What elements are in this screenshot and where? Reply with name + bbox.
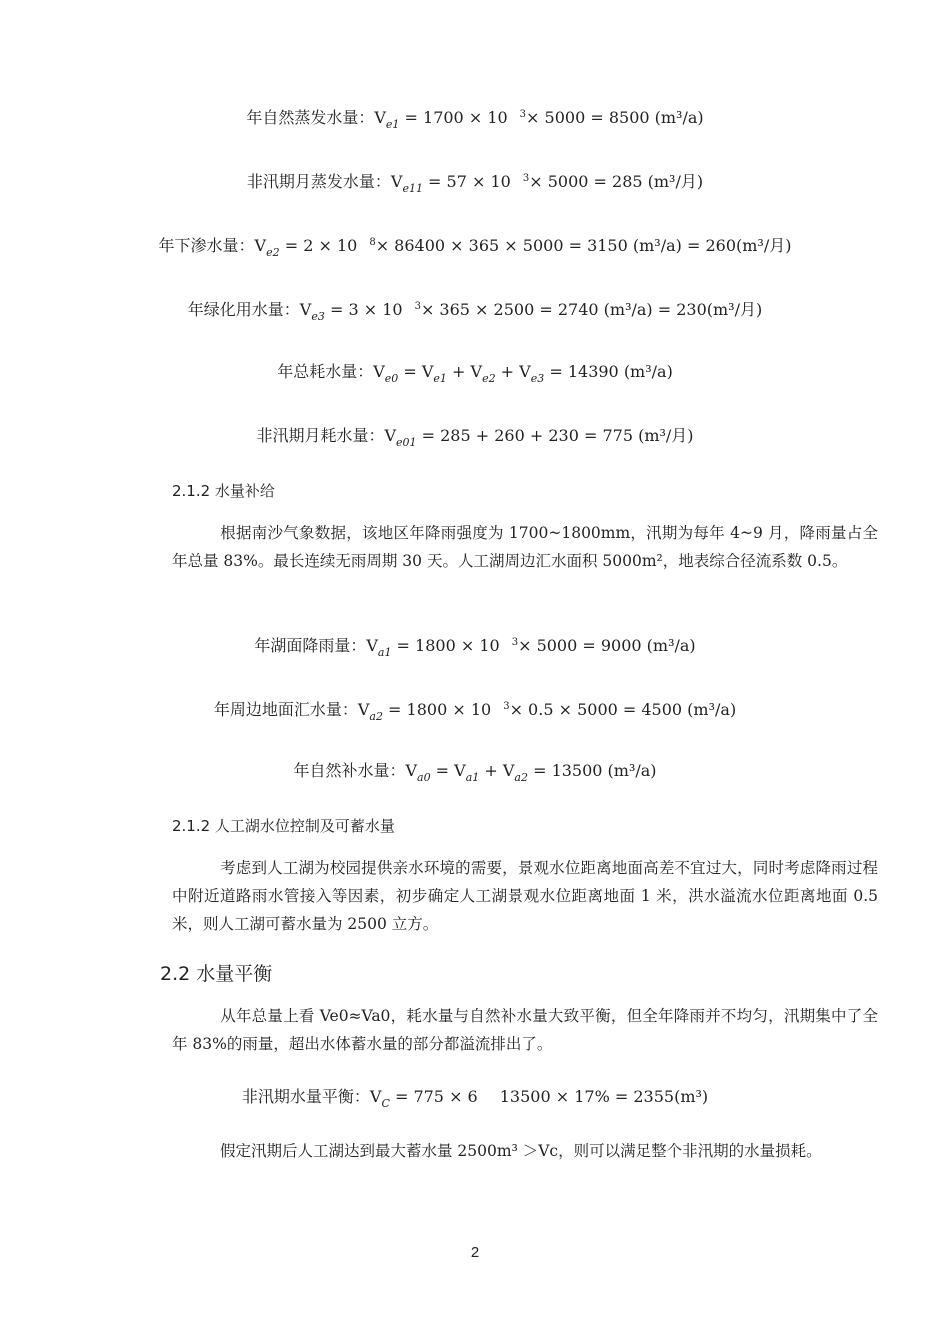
equation-label: 非汛期月蒸发水量： [246,172,391,191]
equation-result: × 0.5 × 5000 = 4500 (m³/a) [509,700,737,719]
equation-total-consumption [0,360,950,391]
equation-lake-rainfall [0,631,950,665]
equation-subscript: e01 [396,436,417,449]
equation-variable: V [405,761,418,780]
equation-label: 非汛期月耗水量： [256,426,385,445]
equation-label: 年自然蒸发水量： [246,108,375,127]
equation-label: 年绿化用水量： [187,300,300,319]
equation-rhs: = 775 × 6 [389,1087,478,1106]
equation-result: × 5000 = 285 (m³/月) [529,172,704,191]
paragraph-text: 从年总量上看 Ve0≈Va0，耗水量与自然补水量大致平衡，但全年降雨并不均匀，汛期集中了全年 83%的雨量，超出水体蓄水量的部分都溢流排出了。 [172,1007,878,1053]
equation-exponent: 3 [503,701,510,712]
equation-infiltration [0,231,950,265]
equation-exponent: 3 [511,637,519,648]
equation-subscript: e2 [266,246,280,259]
equation-exponent: 3 [414,301,421,312]
equation-label: 年周边地面汇水量： [213,700,358,719]
equation-exponent: 8 [369,237,376,248]
equation-variable: V [357,700,370,719]
equation-variable: V [390,172,403,191]
paragraph-rainfall [172,519,878,575]
equation-exponent: 3 [522,173,530,184]
section-heading-water-balance: 2.2 水量平衡 [160,963,273,985]
paragraph-water-level [172,854,878,938]
equation-subscript: e3 [311,310,325,323]
equation-natural-supply [0,759,950,790]
equation-rhs: = 57 × 10 [422,172,511,191]
equation-result: 13500 × 17% = 2355(m³) [499,1087,709,1106]
equation-result: × 86400 × 365 × 5000 = 3150 (m³/a) = 260(m³/月) [375,236,792,255]
equation-subscript: e1 [433,372,447,385]
equation-result: = 285 + 260 + 230 = 775 (m³/月) [416,426,694,445]
equation-term: + V [479,761,515,780]
equation-subscript: a0 [417,771,431,784]
equation-label: 非汛期水量平衡： [241,1087,370,1106]
equation-subscript: a1 [465,771,480,784]
equation-subscript: a2 [369,710,383,723]
equation-variable: V [299,300,312,319]
equation-subscript: C [381,1097,390,1110]
paragraph-text: 根据南沙气象数据，该地区年降雨强度为 1700~1800mm，汛期为每年 4~9 月，降雨量占全年总量 83%。最长连续无雨周期 30 天。人工湖周边汇水面积 5000m²，地表综合径流系数 0.5。 [172,524,878,570]
equation-subscript: e11 [402,182,423,195]
section-heading-water-level: 2.1.2 人工湖水位控制及可蓄水量 [172,817,395,835]
equation-result: × 5000 = 8500 (m³/a) [526,108,704,127]
equation-subscript: e0 [384,372,399,385]
equation-term: = V [398,362,434,381]
paragraph-text: 考虑到人工湖为校园提供亲水环境的需要，景观水位距离地面高差不宜过大，同时考虑降雨过程中附近道路雨水管接入等因素，初步确定人工湖景观水位距离地面 1 米，洪水溢流水位距离地面 0.5 米，则人工湖可蓄水量为 2500 立方。 [172,859,878,933]
equation-surrounding-runoff [0,695,950,729]
equation-variable: V [254,236,267,255]
paragraph-text: 假定汛期后人工湖达到最大蓄水量 2500m³ ＞Vc，则可以满足整个非汛期的水量损耗。 [220,1142,822,1160]
equation-term: + V [495,362,531,381]
equation-monthly-evaporation [0,167,950,201]
equation-result: = 13500 (m³/a) [527,761,657,780]
equation-subscript: e3 [530,372,545,385]
page-number: 2 [470,1244,480,1261]
equation-rhs: = 1800 × 10 [382,700,492,719]
equation-result: = 14390 (m³/a) [544,362,673,381]
equation-rhs: = 2 × 10 [279,236,358,255]
equation-subscript: a2 [514,771,528,784]
equation-variable: V [373,362,385,381]
equation-label: 年下渗水量： [158,236,255,255]
equation-term: + V [446,362,483,381]
equation-label: 年总耗水量： [277,362,374,381]
paragraph-balance [172,1002,878,1058]
equation-subscript: a1 [377,646,392,659]
equation-term: = V [430,761,466,780]
equation-variable: V [366,636,378,655]
paragraph-conclusion [172,1137,878,1165]
equation-annual-evaporation [0,103,950,137]
equation-subscript: e1 [385,118,400,131]
equation-rhs: = 3 × 10 [324,300,403,319]
equation-variable: V [384,426,397,445]
equation-rhs: = 1700 × 10 [399,108,508,127]
equation-monthly-consumption [0,424,950,455]
equation-result: × 5000 = 9000 (m³/a) [518,636,696,655]
equation-greening-water [0,295,950,329]
equation-label: 年湖面降雨量： [254,636,367,655]
equation-subscript: e2 [482,372,496,385]
equation-variable: V [374,108,386,127]
equation-dry-season-balance [0,1085,950,1116]
equation-label: 年自然补水量： [293,761,406,780]
equation-exponent: 3 [519,109,527,120]
equation-result: × 365 × 2500 = 2740 (m³/a) = 230(m³/月) [420,300,763,319]
equation-variable: V [369,1087,382,1106]
section-heading-water-supply: 2.1.2 水量补给 [172,482,275,500]
equation-rhs: = 1800 × 10 [391,636,500,655]
